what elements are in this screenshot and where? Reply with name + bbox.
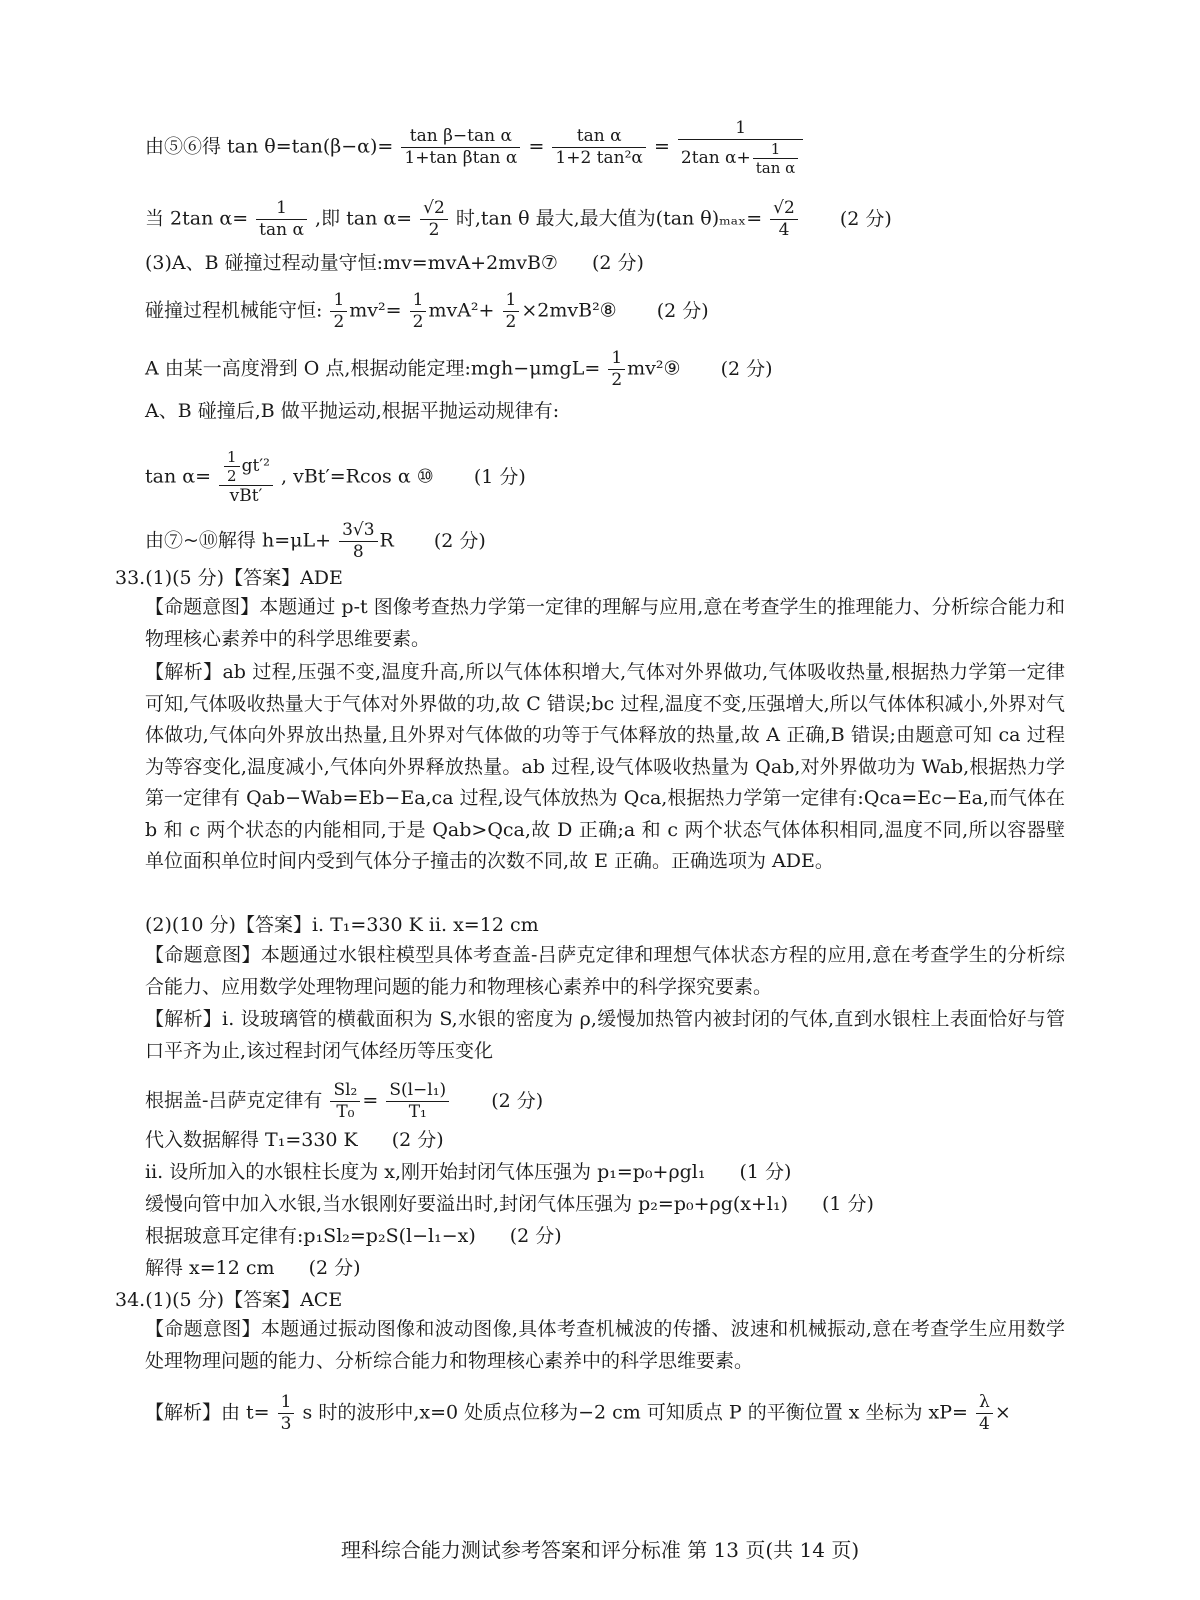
eq-momentum: (3)A、B 碰撞过程动量守恒:mv=mvA+2mvB⑦ (2 分) <box>145 252 644 274</box>
eq-projectile: tan α= $\frac{1}{2}$ gt′² vBt′ , vBt′=Rcos α ⑩ (1 分) <box>145 448 526 506</box>
q33-analysis: 【解析】ab 过程,压强不变,温度升高,所以气体体积增大,气体对外界做功,气体吸收热量,根据热力学第一定律可知,气体吸收热量大于气体对外界做的功,故 C 错误;bc 过程,温度不变,压强增大,所以气体体积减小,外界对气体做功,气体向外界放出热量,且外界对气体做的功等于气体释放的热量,故 A 正确,B 错误;由题意可知 ca 过程为等容变化,温度减小,气体向外界释放热量。ab 过程,设气体吸收热量为 Qab,对外界做功为 Wab,根据热力学第一定律有 Qab−Wab=Eb−Ea,ca 过程,设气体放热为 Qca,根据热力学第一定律有:Qca=Ec−Ea,而气体在 b 和 c 两个状态的内能相同,于是 Qab>Qca,故 D 正确;a 和 c 两个状态气体体积相同,温度不同,所以容器壁单位面积单位时间内受到气体分子撞击的次数不同,故 E 正确。正确选项为 ADE。 <box>145 661 1065 872</box>
fraction: $\frac{1}{2}$ <box>330 290 347 333</box>
step-line: 缓慢向管中加入水银,当水银刚好要溢出时,封闭气体压强为 p₂=p₀+ρg(x+l₁) (1 分) <box>145 1193 874 1215</box>
q34-answer-heading: 34.(1)(5 分)【答案】ACE <box>115 1289 343 1311</box>
fraction: $\frac{3√3}{8}$ <box>339 520 377 563</box>
fraction: $\frac{√2}{4}$ <box>770 198 798 241</box>
text-line: A、B 碰撞后,B 做平抛运动,根据平抛运动规律有: <box>145 400 560 422</box>
q33-part2-analysis: 【解析】ⅰ. 设玻璃管的横截面积为 S,水银的密度为 ρ,缓慢加热管内被封闭的气体,直到水银柱上表面恰好与管口平齐为止,该过程封闭气体经历等压变化 <box>145 1008 1065 1062</box>
q34-intent: 【命题意图】本题通过振动图像和波动图像,具体考查机械波的传播、波速和机械振动,意在考查学生应用数学处理物理问题的能力、分析综合能力和物理核心素养中的科学思维要素。 <box>145 1318 1065 1372</box>
score: (1 分) <box>822 1193 874 1215</box>
fraction: $\frac{\text{Sl₂}}{\text{T₀}}$ <box>330 1080 360 1123</box>
q34-analysis: 【解析】由 t= $\frac{1}{3}$ s 时的波形中,x=0 处质点位移为−2 cm 可知质点 P 的平衡位置 x 坐标为 xP= $\frac{\lambda}{4}$ × <box>145 1392 1011 1434</box>
page-footer: 理科综合能力测试参考答案和评分标准 第 13 页(共 14 页) <box>340 1538 860 1562</box>
score: (2 分) <box>509 1225 562 1247</box>
step-line: 解得 x=12 cm (2 分) <box>145 1257 361 1279</box>
fraction: $\frac{1}{3}$ <box>278 1392 295 1435</box>
fraction: $\frac{\text{S(l−l₁)}}{\text{T₁}}$ <box>386 1080 449 1123</box>
score: (2 分) <box>720 357 773 380</box>
fraction: $\frac{\lambda}{4}$ <box>976 1392 993 1435</box>
fraction: $\frac{√2}{2}$ <box>420 198 448 241</box>
eq-kinetic: A 由某一高度滑到 O 点,根据动能定理:mgh−μmgL= $\frac{1}{2}$ mv²⑨ (2 分) <box>145 348 773 390</box>
score: (2 分) <box>433 529 486 552</box>
q33-answer-heading: 33.(1)(5 分)【答案】ADE <box>115 567 343 589</box>
fraction: $\frac{\text{tan α}}{\text{1+2 tan²α}}$ <box>552 126 646 169</box>
score: (2 分) <box>308 1257 361 1279</box>
step-line: 代入数据解得 T₁=330 K (2 分) <box>145 1129 444 1151</box>
score: (2 分) <box>839 207 892 230</box>
score: (2 分) <box>591 252 644 274</box>
score: (1 分) <box>473 465 526 488</box>
fraction: $\frac{1}{2}$ <box>410 290 427 333</box>
q33-part2-intent: 【命题意图】本题通过水银柱模型具体考查盖-吕萨克定律和理想气体状态方程的应用,意在考查学生的分析综合能力、应用数学处理物理问题的能力和物理核心素养中的科学探究要素。 <box>145 944 1065 998</box>
eq-max-value: 当 2tan α= $\frac{1}{\text{tan α}}$ ,即 tan α= $\frac{√2}{2}$ 时,tan θ 最大,最大值为(tan θ)ₘₐₓ= $\frac{√2}{4}$ (2 分) <box>145 198 892 240</box>
eq-gay-lussac: 根据盖-吕萨克定律有 $\frac{\text{Sl₂}}{\text{T₀}}$ = $\frac{\text{S(l−l₁)}}{\text{T₁}}$ (2 分) <box>145 1080 544 1122</box>
score: (2 分) <box>491 1089 544 1112</box>
step-line: ⅱ. 设所加入的水银柱长度为 x,刚开始封闭气体压强为 p₁=p₀+ρgl₁ (1 分) <box>145 1161 792 1183</box>
q33-part2-answer: (2)(10 分)【答案】ⅰ. T₁=330 K ⅱ. x=12 cm <box>145 914 539 936</box>
fraction: $\frac{\text{tan β−tan α}}{\text{1+tan βtan α}}$ <box>401 126 520 169</box>
eq-result-h: 由⑦~⑩解得 h=μL+ $\frac{3√3}{8}$ R (2 分) <box>145 520 486 562</box>
fraction: $\frac{1}{\text{tan α}}$ <box>256 198 307 241</box>
eq-tan-theta: 由⑤⑥得 tan θ=tan(β−α)= $\frac{\text{tan β−tan α}}{\text{1+tan βtan α}}$ = $\frac{\text{tan α}}{\text{1+2 tan²α}}$ = 1 2tan α+ $\frac{1}{\text{tan α}}$ <box>145 118 805 177</box>
score: (2 分) <box>656 299 709 322</box>
fraction: $\frac{1}{2}$ <box>503 290 520 333</box>
eq-energy: 碰撞过程机械能守恒: $\frac{1}{2}$ mv²= $\frac{1}{2}$ mvA²+ $\frac{1}{2}$ ×2mvB²⑧ (2 分) <box>145 290 709 332</box>
fraction: 1 2tan α+ $\frac{1}{\text{tan α}}$ <box>678 118 803 177</box>
step-line: 根据玻意耳定律有:p₁Sl₂=p₂S(l−l₁−x) (2 分) <box>145 1225 562 1247</box>
fraction: $\frac{1}{2}$ gt′² vBt′ <box>219 448 273 507</box>
q33-intent: 【命题意图】本题通过 p-t 图像考查热力学第一定律的理解与应用,意在考查学生的推理能力、分析综合能力和物理核心素养中的科学思维要素。 <box>145 596 1065 650</box>
score: (1 分) <box>739 1161 792 1183</box>
score: (2 分) <box>391 1129 444 1151</box>
fraction: $\frac{1}{2}$ <box>608 348 625 391</box>
